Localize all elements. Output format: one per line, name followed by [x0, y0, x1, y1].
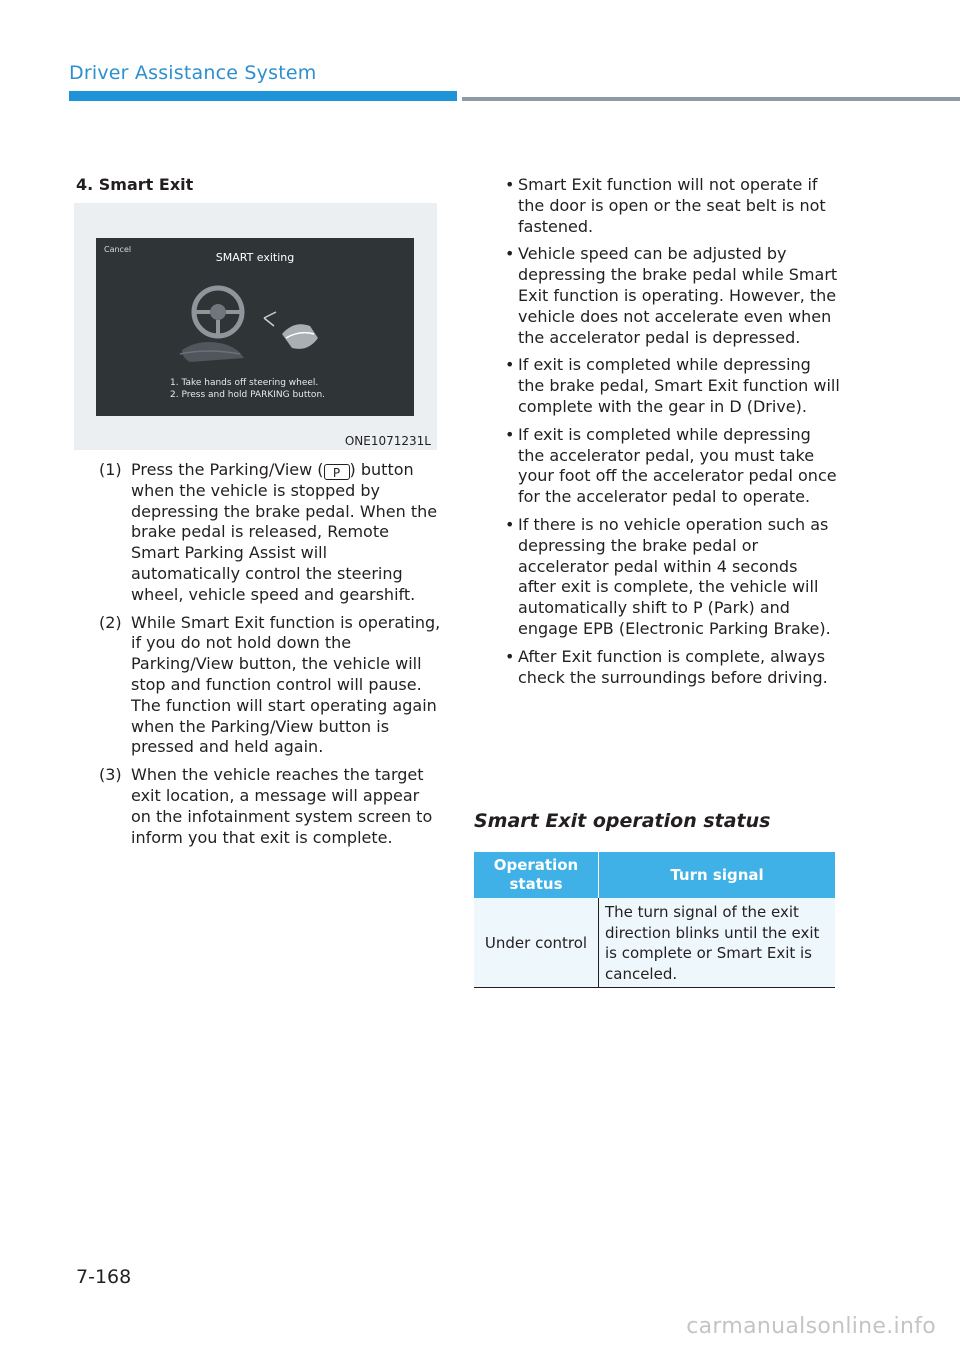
operation-status-table [474, 852, 835, 988]
note-item [505, 515, 840, 640]
section-title: 4. Smart Exit [76, 175, 194, 194]
procedure-step [99, 460, 441, 606]
table-header-cell: Turn signal [599, 852, 836, 898]
parking-button-icon: P [324, 464, 350, 480]
header-rule-accent [69, 91, 457, 101]
note-item [505, 355, 840, 417]
bullet: • [505, 514, 515, 534]
note-text: If exit is completed while depressing the accelerator pedal, you must take your foot off the accelerator pedal once for the accelerator pedal to operate. [518, 424, 837, 507]
page-number: 7-168 [76, 1266, 132, 1288]
hands-off-steering-illustration [178, 278, 328, 368]
note-item [505, 244, 840, 348]
header-rule-gray [462, 97, 960, 101]
note-item [505, 647, 840, 689]
table-cell: The turn signal of the exit direction blinks until the exit is complete or Smart Exit is canceled. [599, 898, 836, 988]
step-text: Press the Parking/View ( [131, 460, 324, 479]
procedure-step [99, 613, 441, 759]
smart-exit-figure [74, 203, 437, 450]
step-number: (3) [99, 765, 122, 785]
bullet: • [505, 424, 515, 444]
figure-code: ONE1071231L [344, 434, 431, 448]
note-text: If exit is completed while depressing the brake pedal, Smart Exit function will complete with the gear in D (Drive). [518, 355, 840, 416]
screen-cancel-label: Cancel [104, 245, 132, 254]
note-item [505, 425, 840, 508]
note-text: If there is no vehicle operation such as depressing the brake pedal or accelerator pedal within 4 seconds after exit is complete, the vehicle will automatically shift to P (Park) and engage EPB (Electronic Parking Brake). [518, 514, 831, 638]
table-cell: Under control [474, 898, 599, 988]
bullet: • [505, 244, 515, 264]
note-text: Vehicle speed can be adjusted by depressing the brake pedal while Smart Exit function is operating. However, the vehicle does not accelerate even when the accelerator pedal is depressed. [518, 244, 838, 347]
table-header-row [474, 852, 835, 898]
notes-list [505, 175, 840, 695]
infotainment-screen [96, 238, 414, 416]
bullet: • [505, 175, 515, 194]
arrow-icon [264, 312, 276, 326]
table-header-cell: Operation status [474, 852, 599, 898]
watermark: carmanualsonline.info [686, 1314, 936, 1339]
screen-title: SMART exiting [215, 251, 295, 264]
procedure-steps [99, 460, 441, 855]
step-number: (1) [99, 460, 122, 479]
header-title: Driver Assistance System [69, 62, 317, 84]
table-row [474, 898, 835, 988]
procedure-step [99, 765, 441, 848]
note-text: Smart Exit function will not operate if the door is open or the seat belt is not fastened. [518, 175, 826, 236]
table-heading: Smart Exit operation status [474, 810, 771, 832]
bullet: • [505, 355, 515, 375]
step-text: ) button when the vehicle is stopped by depressing the brake pedal. When the brake pedal is released, Remote Smart Parking Assist will automatically control the steering wheel, vehicle speed and gearshift. [131, 460, 438, 604]
screen-step: 1. Take hands off steering wheel. [170, 378, 319, 388]
step-text: While Smart Exit function is operating, if you do not hold down the Parking/View button, the vehicle will stop and function control will pause. The function will start operating again when the Parking/View button is pressed and held again. [131, 612, 441, 757]
step-number: (2) [99, 612, 122, 632]
note-text: After Exit function is complete, always check the surroundings before driving. [518, 646, 828, 687]
note-item [505, 175, 840, 237]
bullet: • [505, 646, 515, 666]
step-text: When the vehicle reaches the target exit location, a message will appear on the infotainment system screen to inform you that exit is complete. [131, 765, 433, 847]
screen-step: 2. Press and hold PARKING button. [170, 390, 326, 400]
screen-steps [170, 377, 325, 401]
